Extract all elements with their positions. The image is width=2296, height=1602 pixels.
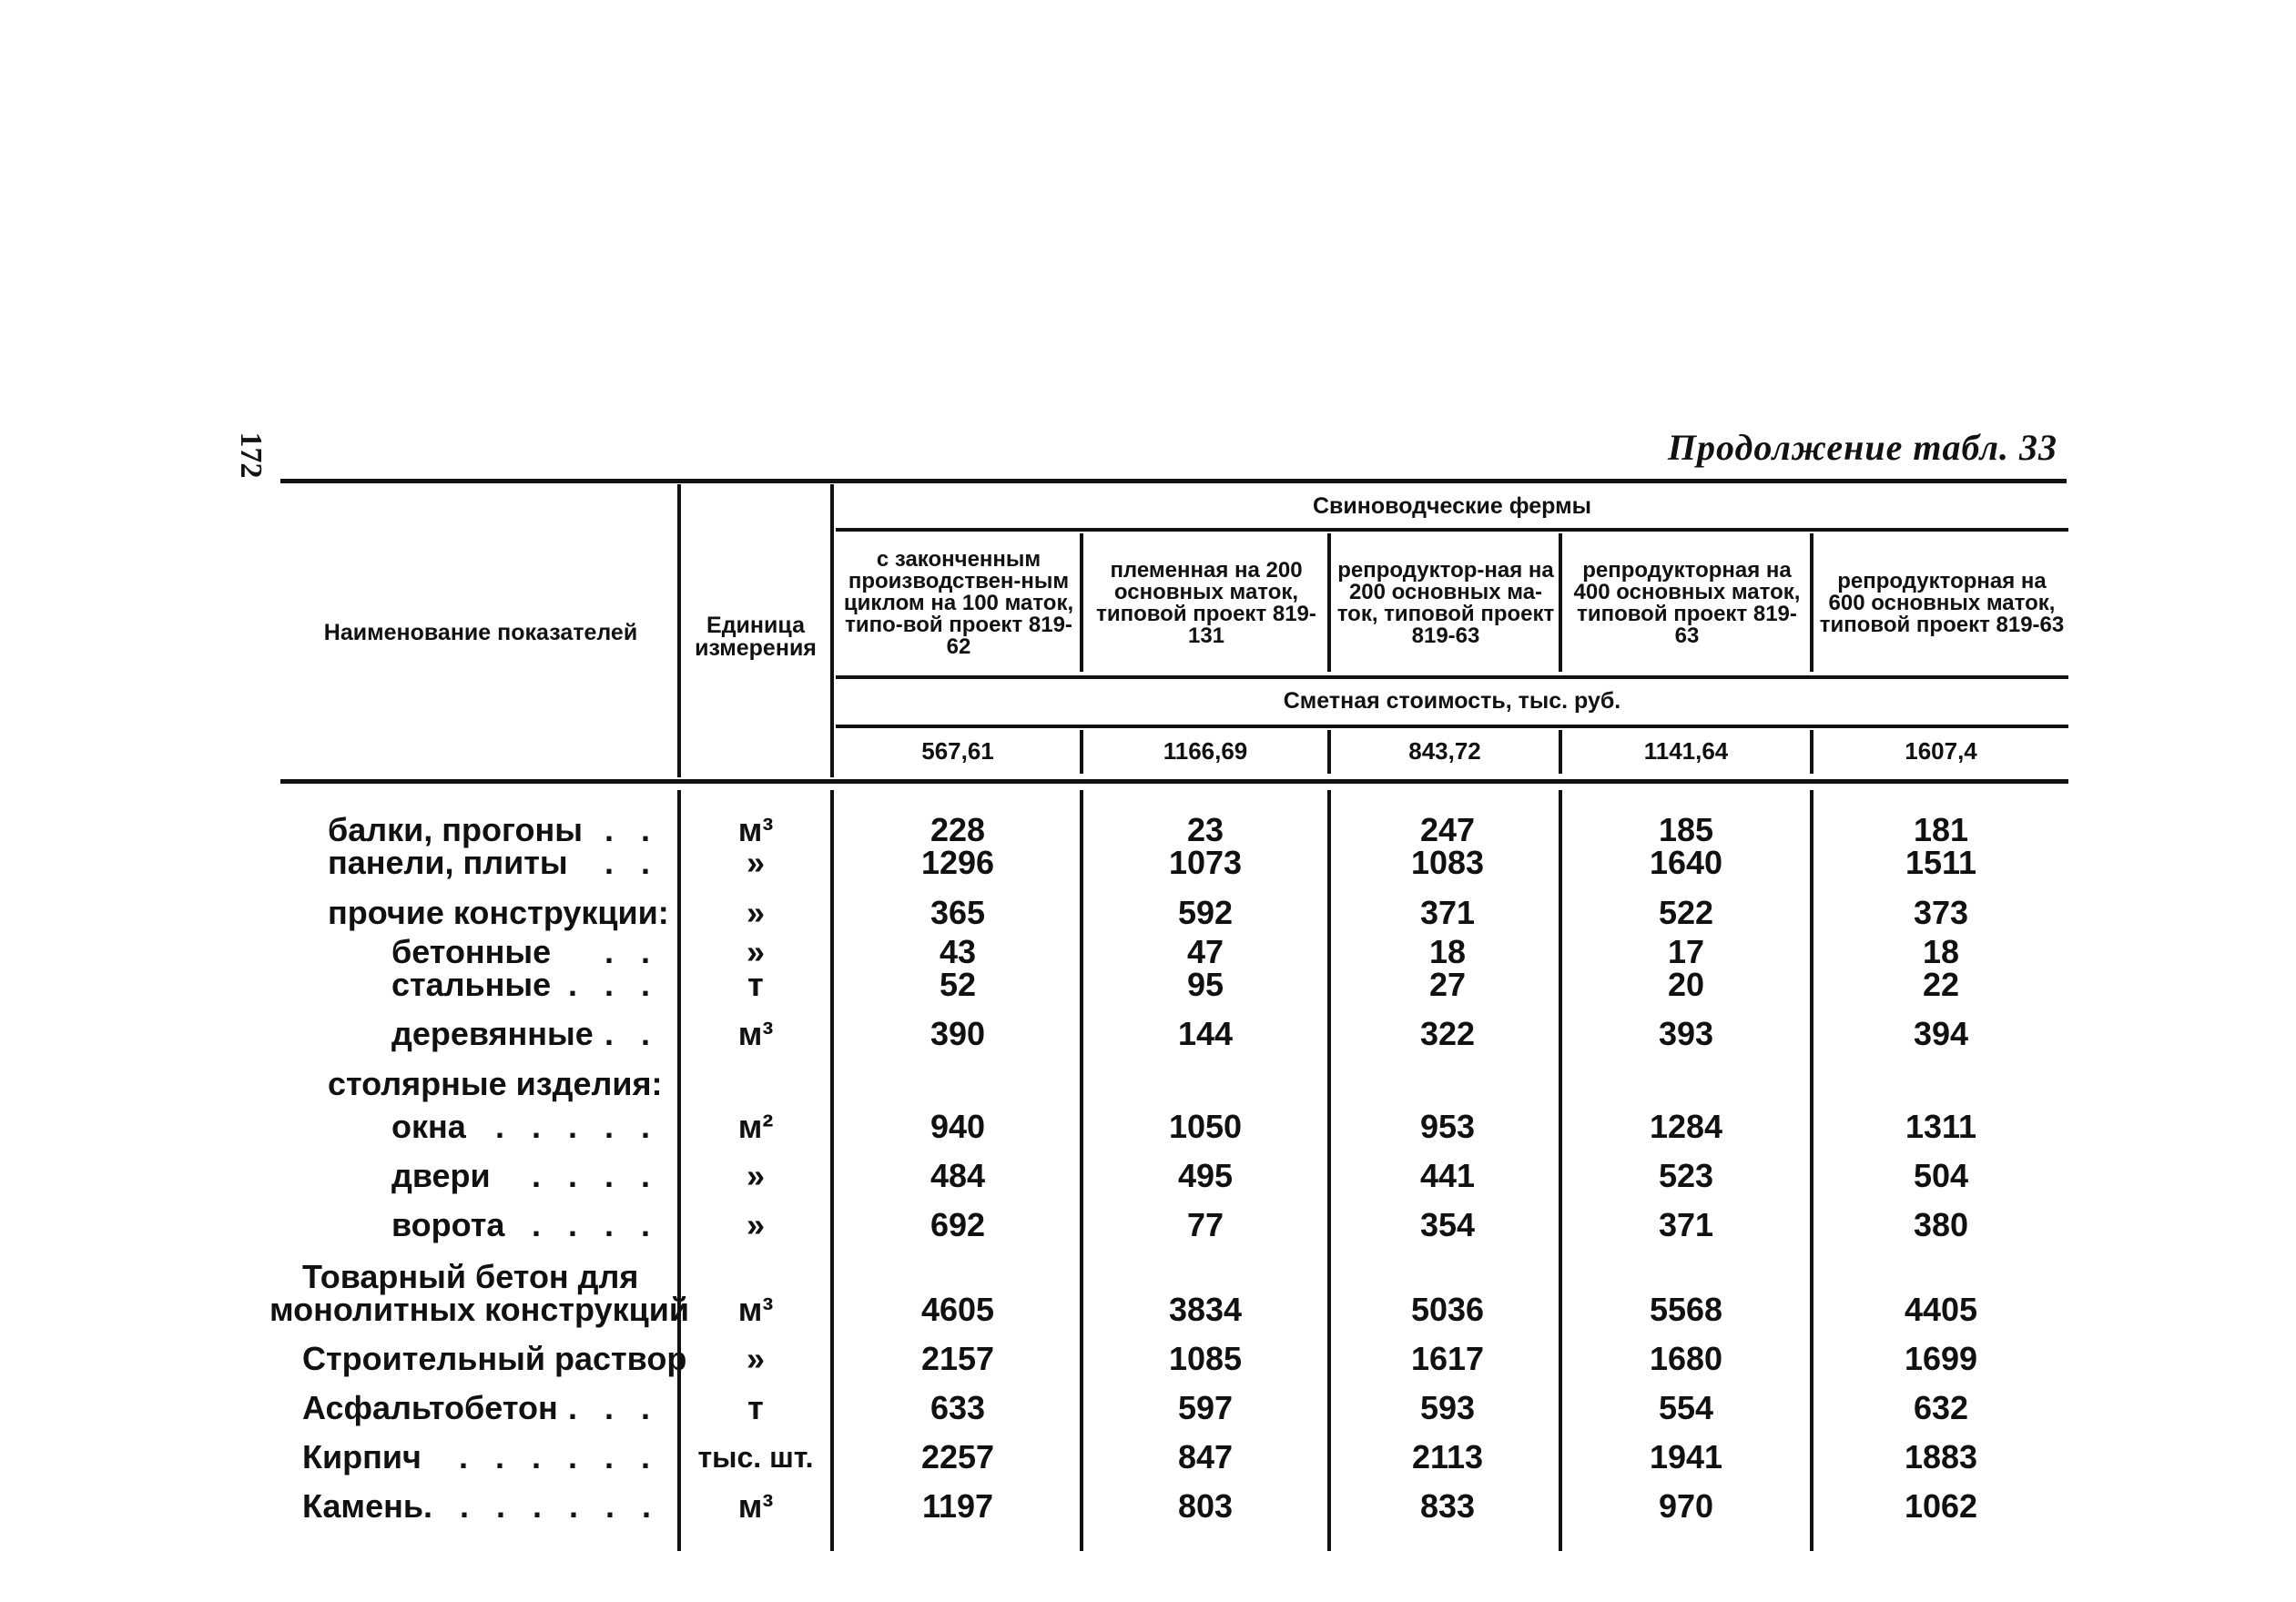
row-name: [391, 1017, 659, 1051]
row-unit: м³: [737, 1487, 774, 1525]
row-name: [328, 894, 669, 931]
row-value: 18: [1428, 933, 1467, 970]
row-value: 322: [1419, 1015, 1476, 1052]
col-divider-4: [1810, 533, 1813, 672]
row-value: 504: [1913, 1157, 1969, 1194]
cost-label: Сметная стоимость, тыс. руб.: [1283, 687, 1621, 714]
row-value: 970: [1658, 1487, 1714, 1525]
row-value: 5568: [1649, 1291, 1723, 1328]
row-unit: »: [746, 1206, 766, 1243]
row-value: 554: [1658, 1389, 1714, 1426]
header-indicator-name: Наименование показателей: [323, 619, 638, 645]
row-value: 1050: [1168, 1108, 1243, 1145]
header-group: Свиноводческие фермы: [1313, 492, 1591, 519]
row-value: 1062: [1904, 1487, 1978, 1525]
row-value: 27: [1428, 966, 1467, 1003]
row-name-label: столярные изделия:: [328, 1065, 663, 1102]
row-unit: »: [746, 844, 766, 881]
row-value: 1699: [1904, 1340, 1978, 1377]
row-value: 373: [1913, 894, 1969, 931]
row-value: 1083: [1410, 844, 1485, 881]
row-value: 394: [1913, 1015, 1969, 1052]
row-value: 371: [1658, 1206, 1714, 1243]
row-value: 1311: [1905, 1108, 1977, 1145]
header-column-2: племенная на 200 основных маток, типовой проект 819-131: [1096, 558, 1316, 648]
row-leader-dots: . .: [604, 811, 659, 848]
row-value: 632: [1913, 1389, 1969, 1426]
row-value: 803: [1177, 1487, 1234, 1525]
row-leader-dots: . . .: [567, 1389, 659, 1426]
row-value: 1197: [921, 1487, 994, 1525]
continuation-title: Продолжение табл. 33: [1667, 427, 2057, 468]
row-value: 22: [1922, 966, 1960, 1003]
body-divider-4: [1810, 790, 1813, 1551]
row-name-label: ворота: [391, 1206, 505, 1243]
header-column-3: репродуктор-ная на 200 основных ма-ток, типовой проект 819-63: [1336, 558, 1555, 648]
row-unit: м³: [737, 1015, 774, 1052]
row-leader-dots: . . . . .: [494, 1108, 659, 1145]
row-value: 185: [1658, 811, 1714, 848]
row-value: 1883: [1904, 1438, 1978, 1475]
row-leader-dots: . . . .: [531, 1157, 659, 1194]
row-value: 20: [1667, 966, 1705, 1003]
cost-col-1: 567,61: [921, 737, 994, 765]
table-top-rule: [280, 479, 2067, 483]
row-unit: м²: [737, 1108, 774, 1145]
body-divider-2: [1327, 790, 1331, 1551]
row-name-label: Товарный бетон для: [302, 1258, 639, 1295]
row-value: 833: [1419, 1487, 1476, 1525]
row-name-label: панели, плиты: [328, 844, 568, 881]
body-divider-3: [1559, 790, 1562, 1551]
row-name: [328, 1065, 663, 1102]
row-name-label: балки, прогоны: [328, 811, 584, 848]
row-value: 18: [1922, 933, 1960, 970]
row-value: 52: [939, 966, 977, 1003]
row-value: 484: [930, 1157, 986, 1194]
row-value: 953: [1419, 1108, 1476, 1145]
page-number: 172: [234, 431, 268, 479]
row-name: [391, 1159, 659, 1193]
name-unit-divider: [677, 484, 681, 777]
row-name: [391, 1110, 659, 1144]
row-name-label: монолитных конструкций: [269, 1291, 690, 1328]
row-value: 181: [1913, 811, 1969, 848]
row-value: 692: [930, 1206, 986, 1243]
row-value: 2157: [920, 1340, 995, 1377]
row-value: 4405: [1904, 1291, 1978, 1328]
row-value: 1680: [1649, 1340, 1723, 1377]
col-divider-2: [1327, 533, 1331, 672]
row-value: 2257: [920, 1438, 995, 1475]
row-value: 1511: [1905, 844, 1977, 881]
group-under-rule: [836, 528, 2068, 532]
row-value: 1073: [1168, 844, 1243, 881]
row-name: [391, 1208, 659, 1242]
columns-under-rule: [836, 675, 2068, 679]
row-name: [302, 1340, 687, 1377]
row-value: 495: [1177, 1157, 1234, 1194]
row-value: 380: [1913, 1206, 1969, 1243]
header-column-5: репродукторная на 600 основных маток, типовой проект 819-63: [1819, 569, 2065, 637]
row-unit: »: [746, 1157, 766, 1194]
row-name: [302, 1440, 659, 1475]
col-divider-3: [1559, 533, 1562, 672]
row-name-label: бетонные: [391, 933, 552, 970]
row-unit: м³: [737, 811, 774, 848]
row-leader-dots: . .: [604, 844, 659, 881]
row-value: 5036: [1410, 1291, 1485, 1328]
cost-col-3: 843,72: [1408, 737, 1481, 765]
row-value: 23: [1186, 811, 1224, 848]
row-value: 940: [930, 1108, 986, 1145]
row-value: 1617: [1410, 1340, 1485, 1377]
row-name-label: прочие конструкции:: [328, 894, 669, 931]
row-unit: м³: [737, 1291, 774, 1328]
row-value: 43: [939, 933, 977, 970]
unit-data-divider: [830, 484, 834, 777]
header-column-4: репродукторная на 400 основных маток, типовой проект 819-63: [1573, 558, 1801, 648]
row-name-label: Асфальтобетон: [302, 1389, 558, 1426]
row-unit: »: [746, 933, 766, 970]
row-value: 1085: [1168, 1340, 1243, 1377]
row-unit: т: [747, 966, 764, 1003]
col-divider-1: [1080, 533, 1083, 672]
row-name-label: Строительный раствор: [302, 1340, 687, 1377]
row-unit: »: [746, 894, 766, 931]
row-value: 371: [1419, 894, 1476, 931]
row-value: 1284: [1649, 1108, 1723, 1145]
row-name: [302, 1489, 659, 1524]
row-leader-dots: . .: [604, 1015, 659, 1052]
row-value: 144: [1177, 1015, 1234, 1052]
row-unit: »: [746, 1340, 766, 1377]
row-name: [302, 1260, 659, 1294]
row-name-label: окна: [391, 1108, 466, 1145]
row-name: [391, 968, 659, 1002]
header-bottom-rule: [280, 779, 2068, 784]
row-value: 2113: [1411, 1438, 1484, 1475]
unit-data-divider-body: [830, 790, 834, 1551]
row-value: 95: [1186, 966, 1224, 1003]
row-name: [269, 1291, 690, 1328]
cost-col-4: 1141,64: [1643, 737, 1729, 765]
row-value: 365: [930, 894, 986, 931]
cost-col-2: 1166,69: [1163, 737, 1248, 765]
cost-col-5: 1607,4: [1905, 737, 1977, 765]
row-value: 354: [1419, 1206, 1476, 1243]
body-divider-1: [1080, 790, 1083, 1551]
row-name-label: стальные: [391, 966, 552, 1003]
row-name-label: Камень: [302, 1487, 423, 1525]
row-value: 523: [1658, 1157, 1714, 1194]
row-leader-dots: . .: [604, 933, 659, 970]
row-unit: тыс. шт.: [697, 1441, 814, 1474]
row-value: 593: [1419, 1389, 1476, 1426]
row-value: 47: [1186, 933, 1224, 970]
row-leader-dots: . . . . . .: [458, 1438, 659, 1475]
row-name: [391, 935, 659, 969]
row-leader-dots: . . .: [567, 966, 659, 1003]
row-name-label: деревянные: [391, 1015, 594, 1052]
row-value: 1941: [1649, 1438, 1723, 1475]
row-unit: т: [747, 1389, 764, 1426]
row-value: 4605: [920, 1291, 995, 1328]
row-value: 228: [930, 811, 986, 848]
header-unit: Единица измерения: [695, 613, 817, 661]
header-column-1: с законченным производствен-ным циклом на 100 маток, типо-вой проект 819-62: [843, 547, 1074, 659]
row-value: 597: [1177, 1389, 1234, 1426]
row-name-label: Кирпич: [302, 1438, 422, 1475]
row-value: 441: [1419, 1157, 1476, 1194]
row-value: 592: [1177, 894, 1234, 931]
row-value: 847: [1177, 1438, 1234, 1475]
row-value: 1296: [920, 844, 995, 881]
row-value: 522: [1658, 894, 1714, 931]
row-name-label: двери: [391, 1157, 491, 1194]
row-value: 77: [1186, 1206, 1224, 1243]
row-value: 393: [1658, 1015, 1714, 1052]
row-name: [302, 1391, 659, 1425]
row-name: [328, 846, 659, 880]
row-leader-dots: . . . . . . .: [422, 1487, 660, 1525]
row-value: 247: [1419, 811, 1476, 848]
row-name: [328, 813, 659, 847]
name-unit-divider-body: [677, 790, 681, 1551]
row-leader-dots: . . . .: [531, 1206, 659, 1243]
row-value: 633: [930, 1389, 986, 1426]
cost-label-under-rule: [836, 725, 2068, 728]
row-value: 390: [930, 1015, 986, 1052]
row-value: 3834: [1168, 1291, 1243, 1328]
row-value: 1640: [1649, 844, 1723, 881]
row-value: 17: [1667, 933, 1705, 970]
